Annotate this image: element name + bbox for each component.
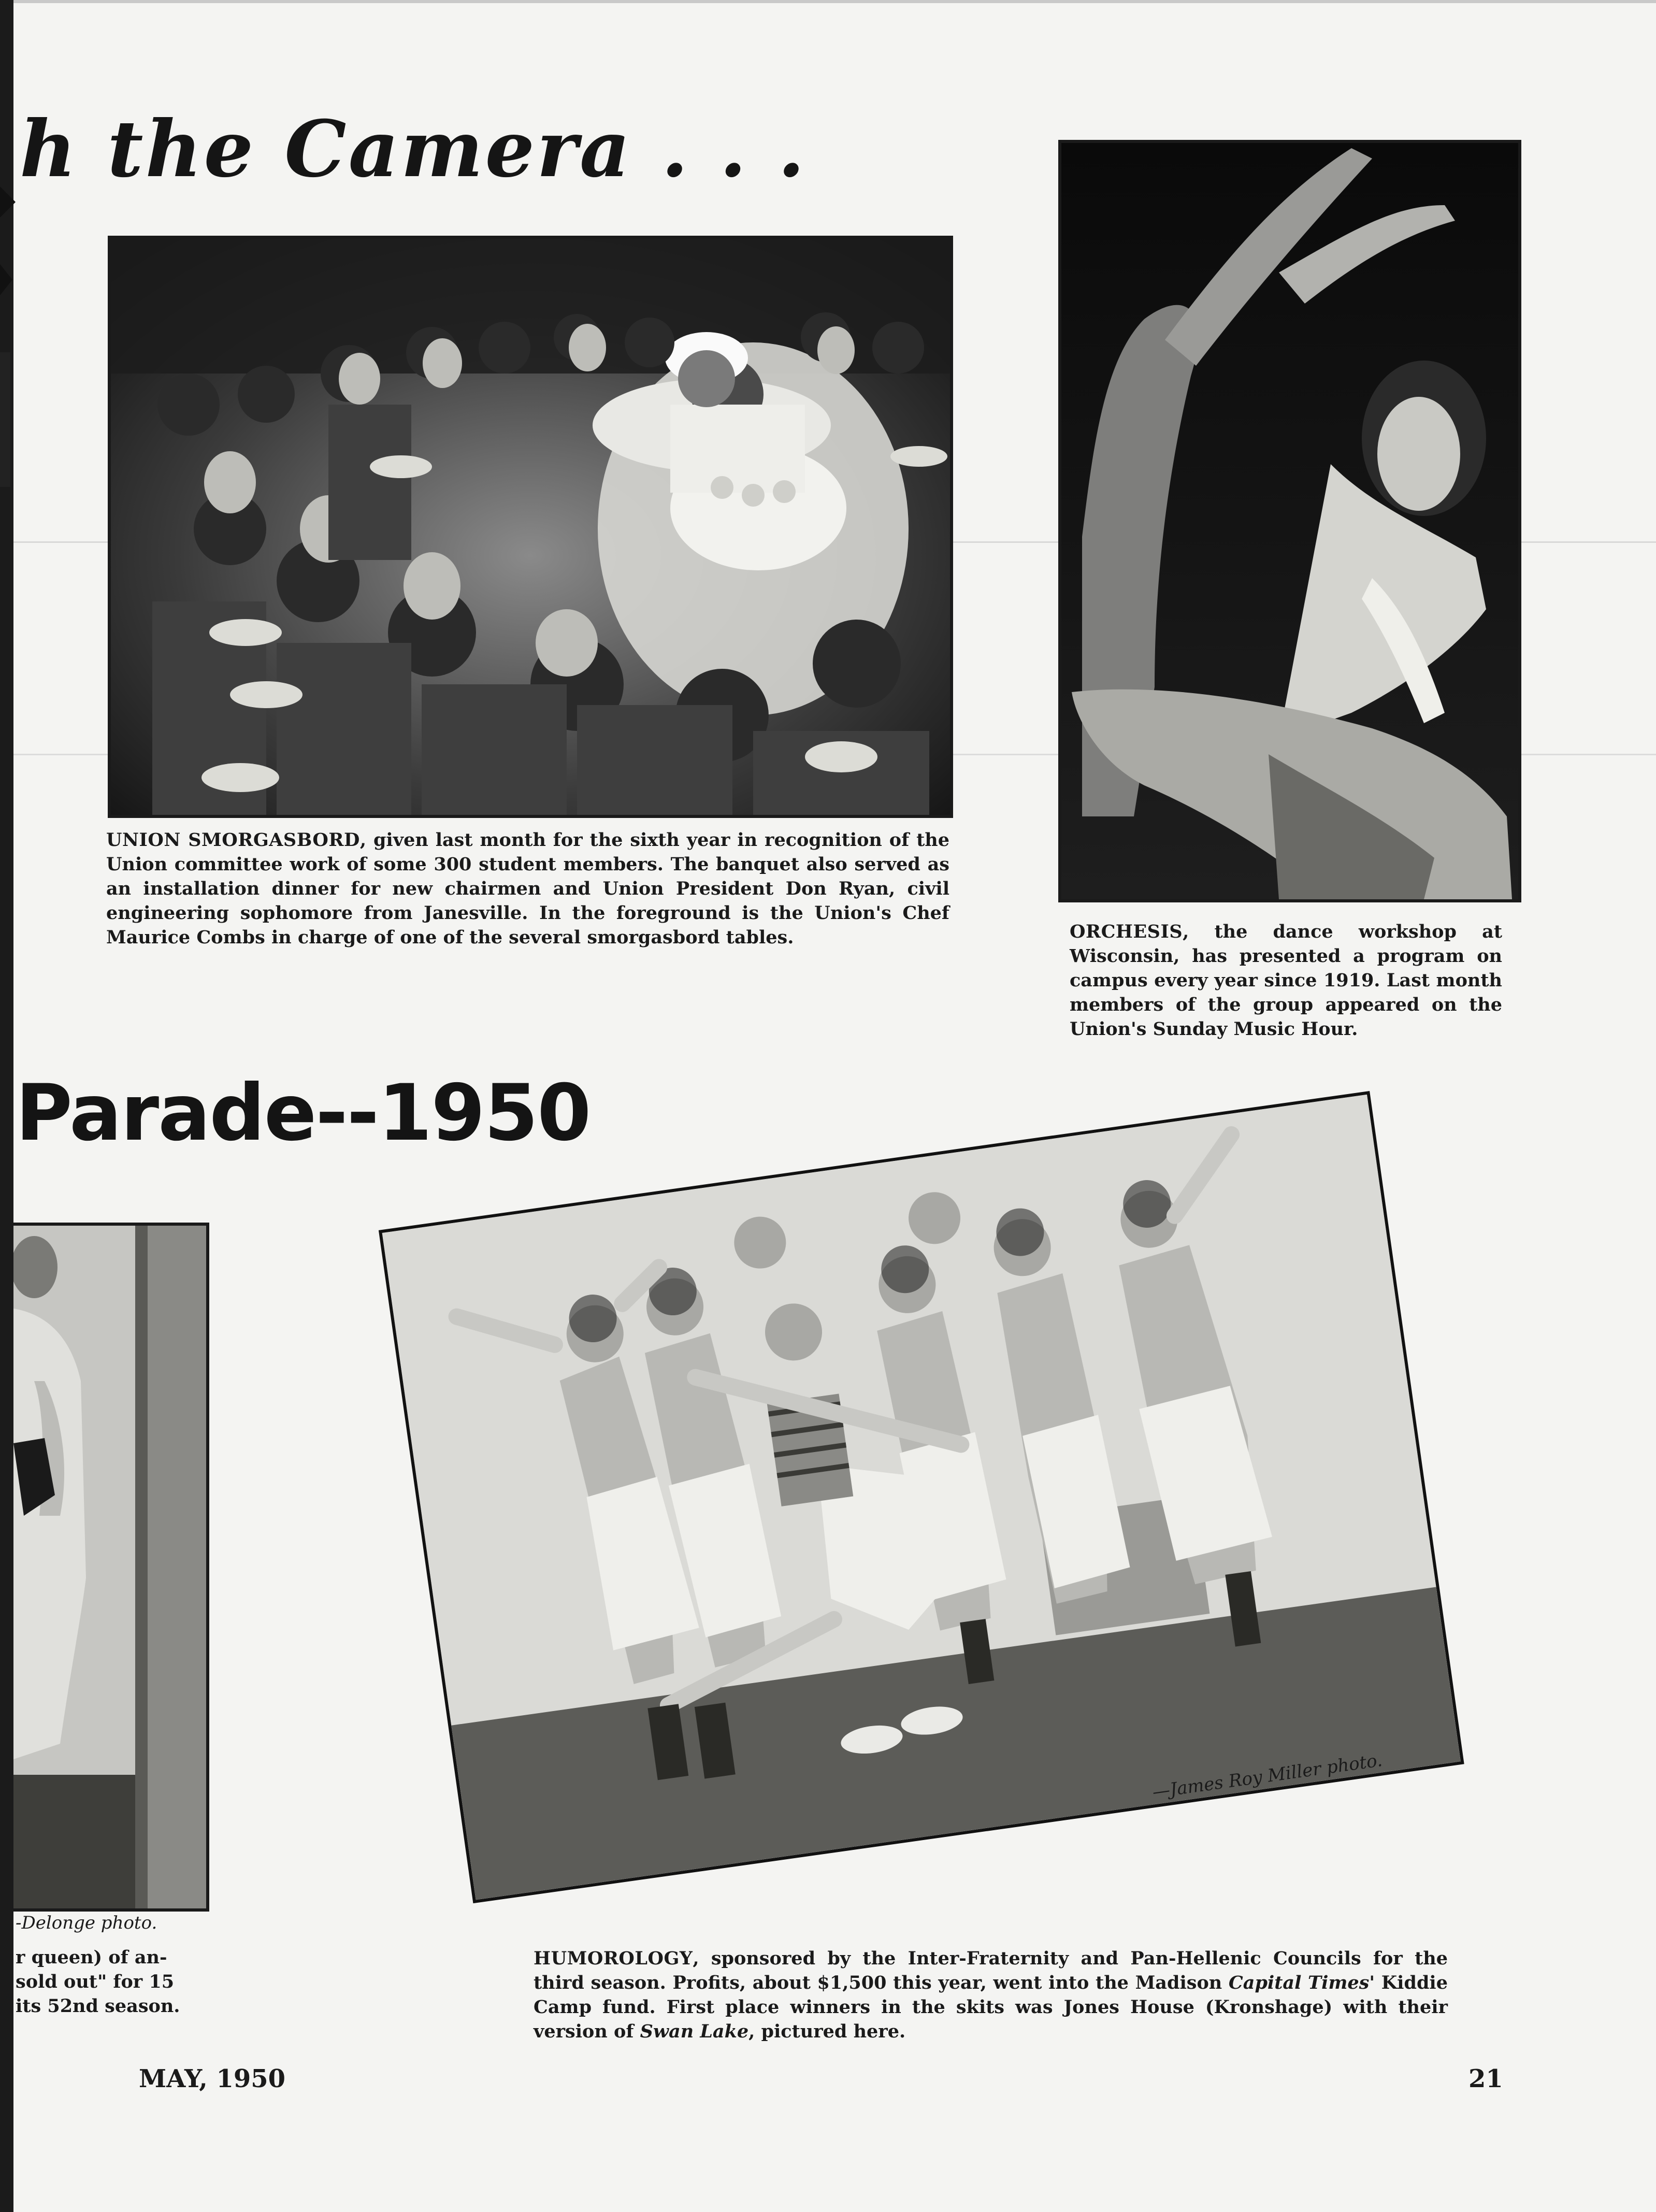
humorology-caption-text: , sponsored by the Inter-Fraternity and Pan-Hellenic Councils for the third season. Profits, about $1,500 this year, went into the Madison (534, 1948, 1448, 1993)
humorology-caption-italic: Capital Times' (1228, 1972, 1375, 1993)
humorology-caption-italic: Swan Lake (640, 2021, 749, 2042)
humorology-caption-text: , pictured here. (748, 2021, 906, 2042)
orchesis-caption-text: , the dance workshop at Wisconsin, has presented a program on campus every year since 1919. Last month members of the group appeared on the Union's Sunday Music Hour. (1070, 921, 1502, 1040)
section-heading: Parade--1950 (16, 1068, 591, 1158)
humorology-caption (534, 1946, 1448, 2044)
queen-caption-line: r queen) of an- (16, 1947, 167, 1968)
smorgasbord-caption-text: , given last month for the sixth year in recognition of the Union committee work of some 300 student members. The banquet also served as an installation dinner for new chairmen and Union President Don Ryan, civil engineering sophomore from Janesville. In the foreground is the Union's Chef Maurice Combs in charge of one of the several smorgasbord tables. (106, 829, 949, 948)
humorology-photo-credit: —James Roy Miller photo. (1151, 1749, 1384, 1803)
queen-image (13, 1226, 206, 1908)
smorgasbord-image (111, 239, 950, 815)
smorgasbord-caption-lead: UNION SMORGASBORD (106, 829, 360, 851)
queen-photo (13, 1223, 209, 1912)
issue-date: MAY, 1950 (139, 2064, 286, 2093)
spine-marks-icon (0, 155, 21, 518)
queen-caption-fragment (16, 1945, 180, 2018)
queen-caption-line: its 52nd season. (16, 1995, 180, 2017)
orchesis-image (1061, 143, 1518, 899)
top-edge (0, 0, 1656, 3)
humorology-caption-text: Kiddie Camp fund. First place winners in the skits was Jones House (Kronshage) with their version of (534, 1972, 1448, 2042)
queen-caption-line: sold out" for 15 (16, 1971, 175, 1992)
smorgasbord-photo (108, 236, 953, 818)
orchesis-caption-lead: ORCHESIS (1070, 921, 1183, 942)
page-number: 21 (1468, 2064, 1503, 2093)
humorology-caption-lead: HUMOROLOGY (534, 1948, 693, 1969)
smorgasbord-caption (106, 828, 949, 950)
orchesis-photo (1058, 140, 1521, 902)
orchesis-caption (1070, 920, 1502, 1041)
page-heading-fragment: h the Camera . . . (20, 104, 807, 195)
queen-photo-credit: -Delonge photo. (16, 1913, 157, 1933)
